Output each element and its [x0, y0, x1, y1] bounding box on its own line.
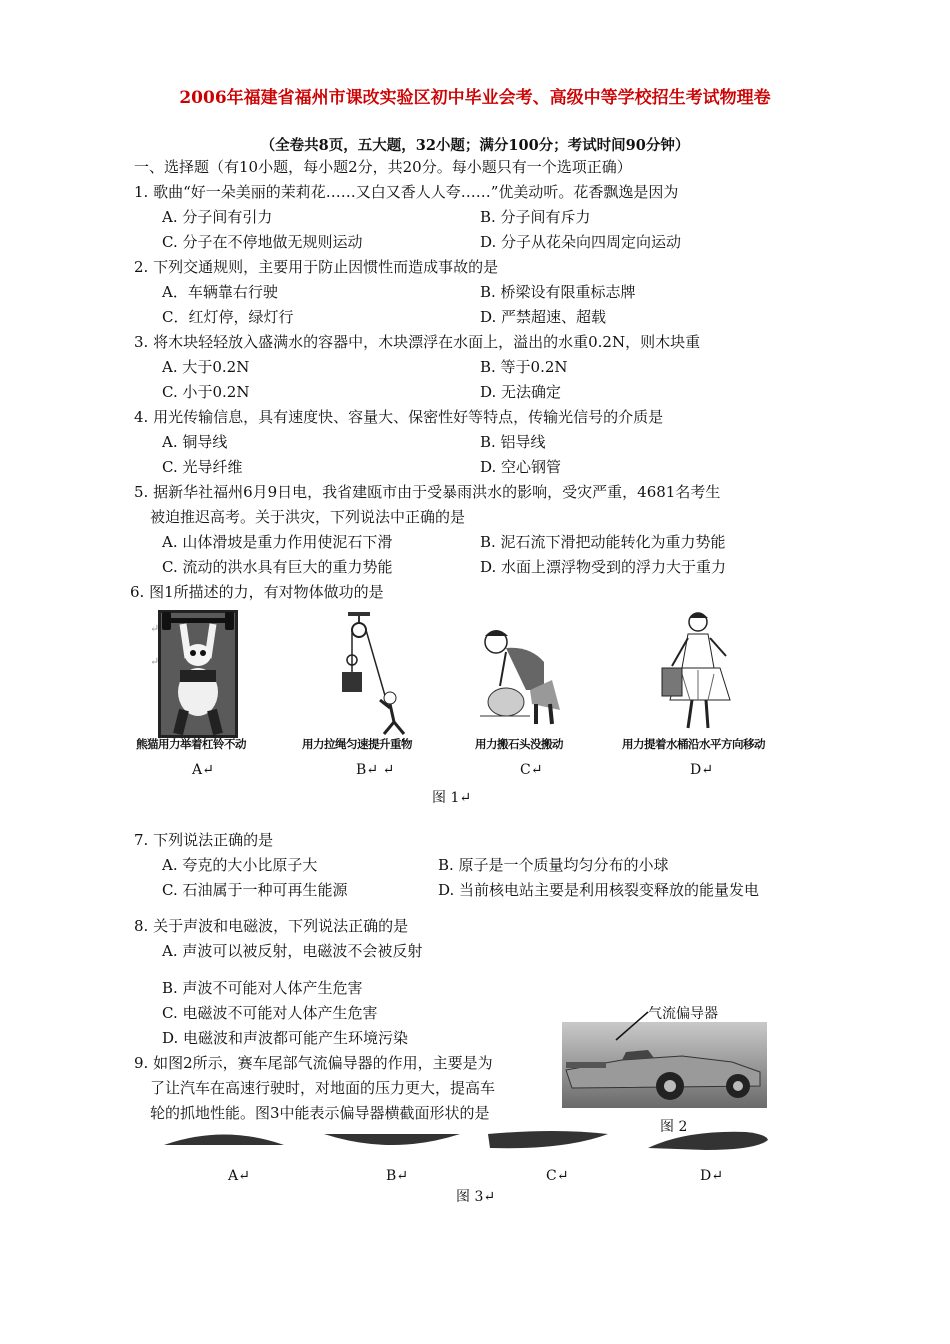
- figure-1-label-c: C↵: [520, 762, 543, 778]
- question-8-option-d: D. 电磁波和声波都可能产生环境污染: [162, 1029, 409, 1047]
- question-9-stem-line3: 轮的抓地性能。图3中能表示偏导器横截面形状的是: [150, 1104, 490, 1122]
- figure-1-caption-b: 用力拉绳匀速提升重物: [302, 737, 412, 751]
- question-2-stem: 2. 下列交通规则，主要用于防止因惯性而造成事故的是: [134, 258, 499, 276]
- question-7-option-a: A. 夸克的大小比原子大: [162, 856, 318, 874]
- question-4-option-c: C. 光导纤维: [162, 458, 243, 476]
- question-3-option-c: C. 小于0.2N: [162, 383, 250, 401]
- figure-1-caption-a: 熊猫用力举着杠铃不动: [136, 737, 246, 751]
- question-3-option-a: A. 大于0.2N: [162, 358, 250, 376]
- question-1-option-b: B. 分子间有斥力: [480, 208, 591, 226]
- question-3-option-b: B. 等于0.2N: [480, 358, 568, 376]
- question-8-stem: 8. 关于声波和电磁波，下列说法正确的是: [134, 917, 409, 935]
- question-1-option-c: C. 分子在不停地做无规则运动: [162, 233, 363, 251]
- question-3-stem: 3. 将木块轻轻放入盛满水的容器中，木块漂浮在水面上，溢出的水重0.2N，则木块重: [134, 333, 701, 351]
- question-2-option-a: A．车辆靠右行驶: [162, 283, 278, 301]
- figure-3-shape-a: [162, 1128, 287, 1150]
- section-heading: 一、选择题（有10小题，每小题2分，共20分。每小题只有一个选项正确）: [134, 158, 632, 176]
- question-9-stem-line2: 了让汽车在高速行驶时，对地面的压力更大，提高车: [150, 1079, 496, 1097]
- figure-1-pulley-image: [320, 610, 415, 738]
- figure-1-arrow-1: ↵: [150, 622, 160, 635]
- figure-1-label-b: B↵ ↵: [356, 762, 395, 778]
- figure-3-shape-c: [486, 1128, 611, 1152]
- question-5-option-c: C. 流动的洪水具有巨大的重力势能: [162, 558, 393, 576]
- figure-1-stone-image: [470, 620, 575, 735]
- question-7-stem: 7. 下列说法正确的是: [134, 831, 274, 849]
- question-9-stem-line1: 9. 如图2所示，赛车尾部气流偏导器的作用，主要是为: [134, 1054, 493, 1072]
- figure-1-label-d: D↵: [690, 762, 713, 778]
- figure-1-caption-d: 用力提着水桶沿水平方向移动: [622, 737, 765, 751]
- figure-3-label: 图 3↵: [456, 1189, 496, 1205]
- question-5-option-b: B. 泥石流下滑把动能转化为重力势能: [480, 533, 726, 551]
- question-2-option-d: D. 严禁超速、超载: [480, 308, 607, 326]
- figure-1-bucket-image: [648, 608, 748, 736]
- question-1-option-d: D. 分子从花朵向四周定向运动: [480, 233, 682, 251]
- figure-2-race-car-image: [562, 1022, 767, 1108]
- question-6-stem: 6. 图1所描述的力，有对物体做功的是: [130, 583, 384, 601]
- figure-3-label-d: D↵: [700, 1168, 723, 1184]
- figure-1-label-a: A↵: [192, 762, 214, 778]
- figure-3-shape-b: [322, 1128, 462, 1152]
- question-7-option-c: C. 石油属于一种可再生能源: [162, 881, 348, 899]
- question-1-option-a: A. 分子间有引力: [162, 208, 273, 226]
- figure-2-callout: 气流偏导器: [648, 1006, 718, 1022]
- question-4-option-b: B. 铝导线: [480, 433, 546, 451]
- question-2-option-b: B. 桥梁设有限重标志牌: [480, 283, 636, 301]
- question-4-stem: 4. 用光传输信息，具有速度快、容量大、保密性好等特点，传输光信号的介质是: [134, 408, 664, 426]
- exam-subtitle: （全卷共8页，五大题，32小题；满分100分；考试时间90分钟）: [260, 137, 690, 154]
- question-7-option-d: D. 当前核电站主要是利用核裂变释放的能量发电: [438, 881, 760, 899]
- question-8-option-b: B. 声波不可能对人体产生危害: [162, 979, 363, 997]
- figure-3-label-a: A↵: [228, 1168, 250, 1184]
- question-5-option-d: D. 水面上漂浮物受到的浮力大于重力: [480, 558, 727, 576]
- figure-1-label: 图 1↵: [432, 790, 472, 806]
- question-3-option-d: D. 无法确定: [480, 383, 562, 401]
- question-5-stem-line2: 被迫推迟高考。关于洪灾，下列说法中正确的是: [150, 508, 466, 526]
- figure-1-panda-image: [158, 610, 238, 738]
- figure-3-label-c: C↵: [546, 1168, 569, 1184]
- question-1-stem: 1. 歌曲“好一朵美丽的茉莉花……又白又香人人夸……”优美动听。花香飘逸是因为: [134, 183, 679, 201]
- figure-1-caption-c: 用力搬石头没搬动: [475, 737, 563, 751]
- question-5-option-a: A. 山体滑坡是重力作用使泥石下滑: [162, 533, 393, 551]
- exam-title: 2006年福建省福州市课改实验区初中毕业会考、高级中等学校招生考试物理卷: [179, 88, 771, 108]
- question-2-option-c: C．红灯停，绿灯行: [162, 308, 294, 326]
- question-4-option-d: D. 空心钢管: [480, 458, 562, 476]
- figure-2-label: 图 2: [660, 1119, 688, 1135]
- question-8-option-c: C. 电磁波不可能对人体产生危害: [162, 1004, 378, 1022]
- figure-3-label-b: B↵: [386, 1168, 409, 1184]
- figure-3-shape-d: [646, 1128, 771, 1154]
- question-8-option-a: A. 声波可以被反射，电磁波不会被反射: [162, 942, 423, 960]
- question-4-option-a: A. 铜导线: [162, 433, 228, 451]
- figure-2-callout-line: [610, 1010, 650, 1046]
- question-7-option-b: B. 原子是一个质量均匀分布的小球: [438, 856, 669, 874]
- figure-1-arrow-2: ↵: [150, 655, 160, 668]
- question-5-stem-line1: 5. 据新华社福州6月9日电，我省建瓯市由于受暴雨洪水的影响，受灾严重，4681名考生: [134, 483, 721, 501]
